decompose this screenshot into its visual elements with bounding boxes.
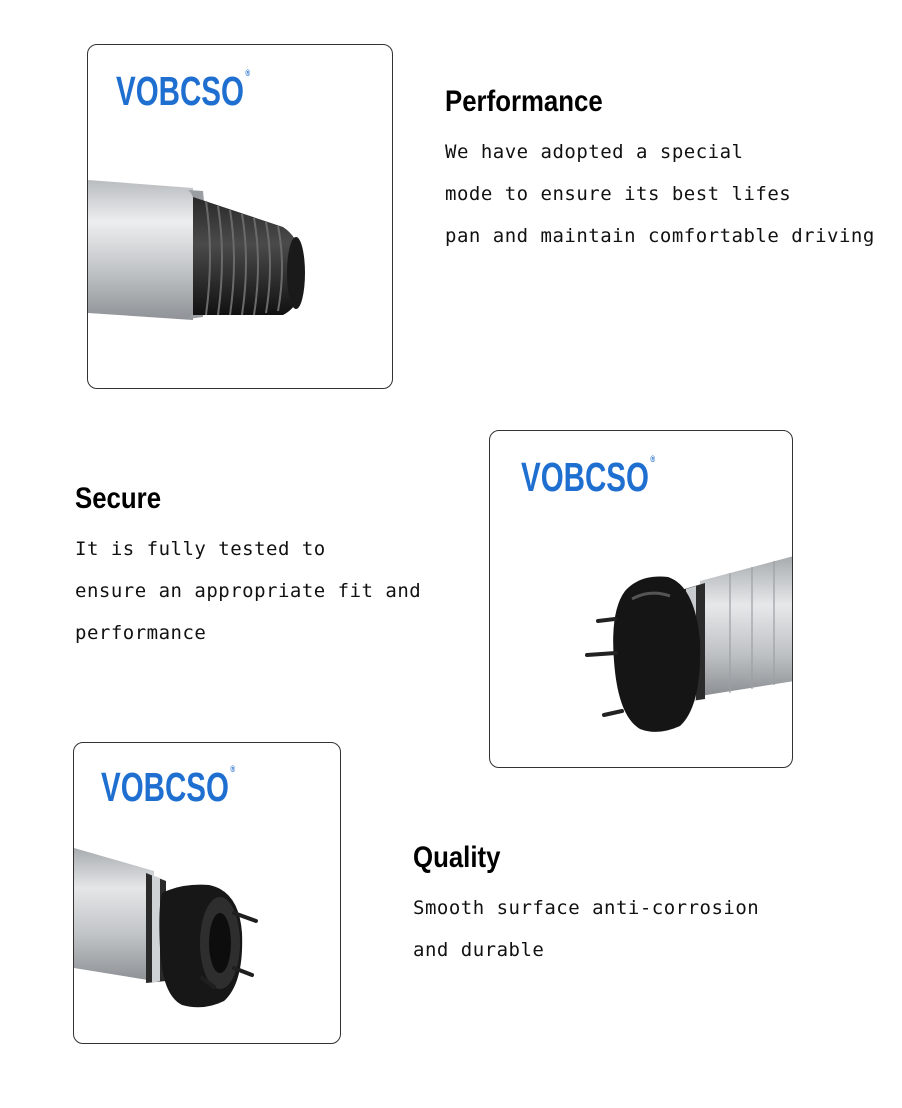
brand-logo: VOBCSO® — [116, 68, 251, 114]
section-text-line: mode to ensure its best lifes — [445, 183, 792, 205]
section-text-line: pan and maintain comfortable driving — [445, 225, 875, 247]
section-title-quality: Quality — [413, 841, 501, 874]
section-text-line: and durable — [413, 939, 545, 961]
section-title-secure: Secure — [75, 482, 162, 515]
section-text-line: performance — [75, 622, 207, 644]
brand-logo: VOBCSO® — [521, 454, 656, 500]
product-image-card-top-mount — [489, 430, 793, 768]
brand-logo: VOBCSO® — [101, 764, 236, 810]
section-text-line: We have adopted a special — [445, 141, 744, 163]
section-text-line: It is fully tested to — [75, 538, 326, 560]
product-image-card-mount-studs — [73, 742, 341, 1044]
air-spring-top-mount-image — [490, 431, 793, 768]
product-image-card-bellows — [87, 44, 393, 389]
section-text-line: ensure an appropriate fit and — [75, 580, 422, 602]
section-title-performance: Performance — [445, 85, 603, 118]
section-text-line: Smooth surface anti-corrosion — [413, 897, 760, 919]
air-spring-mount-studs-image — [74, 743, 341, 1044]
air-spring-bellows-image — [88, 45, 393, 389]
